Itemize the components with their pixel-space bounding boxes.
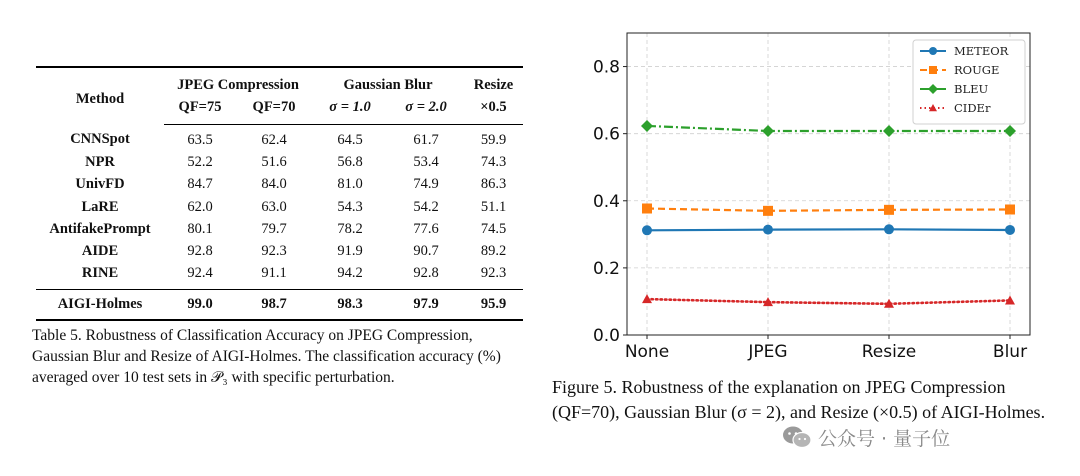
sigma1-header: σ = 1.0: [312, 96, 388, 125]
table-row: [36, 174, 523, 196]
series-line-meteor: [647, 229, 1010, 230]
legend-label-rouge: ROUGE: [954, 63, 1000, 77]
value-cell-ours-s1: 98.3: [312, 290, 388, 321]
blur-group-header: Gaussian Blur: [312, 67, 464, 96]
value-cell-s2: 61.7: [413, 131, 439, 148]
y-tick-label: 0.0: [592, 326, 620, 346]
value-cell-qf75: 62.0: [187, 198, 213, 215]
method-cell: AIDE: [81, 243, 119, 260]
value-cell-s2: 92.8: [413, 265, 439, 282]
resize-group-header: Resize: [464, 67, 523, 96]
x-tick-label: Blur: [992, 342, 1028, 362]
method-cell: AntifakePrompt: [49, 220, 151, 237]
y-tick-label: 0.2: [592, 258, 620, 279]
table-row: [36, 263, 523, 290]
point-marker: [883, 125, 895, 137]
y-tick-label: 0.8: [592, 57, 620, 78]
value-cell-s1: 91.9: [337, 243, 363, 260]
value-cell-qf70: 63.0: [261, 198, 287, 215]
value-cell-resize: 74.3: [480, 153, 507, 170]
value-cell-s1: 78.2: [337, 220, 363, 237]
value-cell-ours-qf75: 99.0: [164, 290, 236, 321]
x-tick-label: Resize: [861, 342, 917, 362]
method-cell: NPR: [85, 153, 115, 170]
method-cell: RINE: [81, 265, 119, 282]
value-cell-qf75: 80.1: [187, 220, 213, 237]
value-cell-resize: 86.3: [480, 176, 507, 193]
point-marker: [642, 225, 652, 235]
point-marker: [884, 224, 894, 234]
value-cell-resize: 51.1: [480, 198, 507, 215]
watermark-text: 公众号 · 量子位: [818, 427, 951, 450]
x-tick-label: JPEG: [748, 342, 788, 362]
point-marker: [642, 203, 652, 213]
wechat-icon: [782, 425, 812, 449]
value-cell-qf75: 92.8: [187, 243, 213, 260]
series-meteor: [642, 224, 1015, 235]
method-cell: LaRE: [81, 198, 119, 215]
value-cell-qf75: 52.2: [187, 153, 213, 170]
method-cell: UnivFD: [75, 176, 125, 193]
robustness-table: [36, 66, 523, 321]
legend-label-cider: CIDEr: [954, 101, 991, 115]
table-caption: Table 5. Robustness of Classification Accuracy on JPEG Compression, Gaussian Blur and Resize of AIGI-Holmes. The classification accuracy (%) averaged over 10 test sets in 𝒫₃ with specific perturbation.: [32, 327, 501, 386]
legend-label-bleu: BLEU: [954, 82, 989, 96]
value-cell-s2: 54.2: [413, 198, 439, 215]
point-marker: [763, 225, 773, 235]
point-marker: [929, 66, 937, 74]
point-marker: [1005, 225, 1015, 235]
point-marker: [1005, 205, 1015, 215]
method-header: Method: [36, 67, 164, 125]
y-tick-label: 0.4: [592, 191, 620, 212]
table-row: [36, 151, 523, 173]
robustness-line-chart: [580, 0, 1040, 372]
value-cell-s1: 81.0: [337, 176, 363, 193]
value-cell-qf70: 51.6: [261, 153, 287, 170]
table-header-row-1: [36, 67, 523, 96]
value-cell-ours-s2: 97.9: [388, 290, 464, 321]
value-cell-qf70: 84.0: [261, 176, 287, 193]
value-cell-s2: 74.9: [413, 176, 439, 193]
resize-factor-header: ×0.5: [464, 96, 523, 125]
table-row: [36, 218, 523, 240]
series-rouge: [642, 203, 1015, 215]
sigma2-header: σ = 2.0: [388, 96, 464, 125]
x-tick-label: None: [624, 342, 670, 362]
value-cell-s1: 94.2: [337, 265, 363, 282]
series-line-rouge: [647, 208, 1010, 210]
value-cell-s1: 64.5: [337, 131, 363, 148]
value-cell-resize: 74.5: [480, 220, 507, 237]
table-row: [36, 196, 523, 218]
method-cell-ours: AIGI-Holmes: [36, 290, 164, 321]
value-cell-s1: 56.8: [337, 153, 363, 170]
table-row: [36, 240, 523, 262]
point-marker: [763, 206, 773, 216]
value-cell-s2: 53.4: [413, 153, 439, 170]
value-cell-qf75: 84.7: [187, 176, 213, 193]
value-cell-resize: 92.3: [480, 265, 507, 282]
point-marker: [929, 47, 937, 55]
value-cell-qf75: 92.4: [187, 265, 213, 282]
table-body: [36, 125, 523, 321]
value-cell-qf70: 79.7: [261, 220, 287, 237]
point-marker: [884, 205, 894, 215]
chart-series: [641, 120, 1016, 308]
y-tick-label: 0.6: [592, 124, 620, 145]
figure-caption: Figure 5. Robustness of the explanation on JPEG Compression (QF=70), Gaussian Blur (σ = 2), and Resize (×0.5) of AIGI-Holmes.: [552, 377, 1046, 422]
value-cell-qf70: 92.3: [261, 243, 287, 260]
watermark: [782, 422, 950, 452]
series-line-bleu: [647, 126, 1010, 131]
point-marker: [641, 120, 653, 132]
legend-label-meteor: METEOR: [954, 44, 1009, 58]
results-table-block: [36, 66, 523, 321]
jpeg-group-header: JPEG Compression: [164, 67, 312, 96]
value-cell-qf75: 63.5: [187, 131, 213, 148]
value-cell-s2: 90.7: [413, 243, 439, 260]
chart-legend: [913, 40, 1025, 124]
point-marker: [762, 125, 774, 137]
series-line-cider: [647, 299, 1010, 304]
series-cider: [642, 294, 1015, 308]
value-cell-ours-resize: 95.9: [464, 290, 523, 321]
value-cell-ours-qf70: 98.7: [236, 290, 312, 321]
method-cell: CNNSpot: [70, 131, 130, 148]
table-row-ours: [36, 290, 523, 321]
value-cell-resize: 59.9: [480, 131, 507, 148]
qf70-header: QF=70: [236, 96, 312, 125]
value-cell-s2: 77.6: [413, 220, 439, 237]
qf75-header: QF=75: [164, 96, 236, 125]
point-marker: [1004, 125, 1016, 137]
value-cell-qf70: 91.1: [261, 265, 287, 282]
value-cell-resize: 89.2: [480, 243, 507, 260]
value-cell-s1: 54.3: [337, 198, 363, 215]
table-row: [36, 125, 523, 152]
value-cell-qf70: 62.4: [261, 131, 287, 148]
